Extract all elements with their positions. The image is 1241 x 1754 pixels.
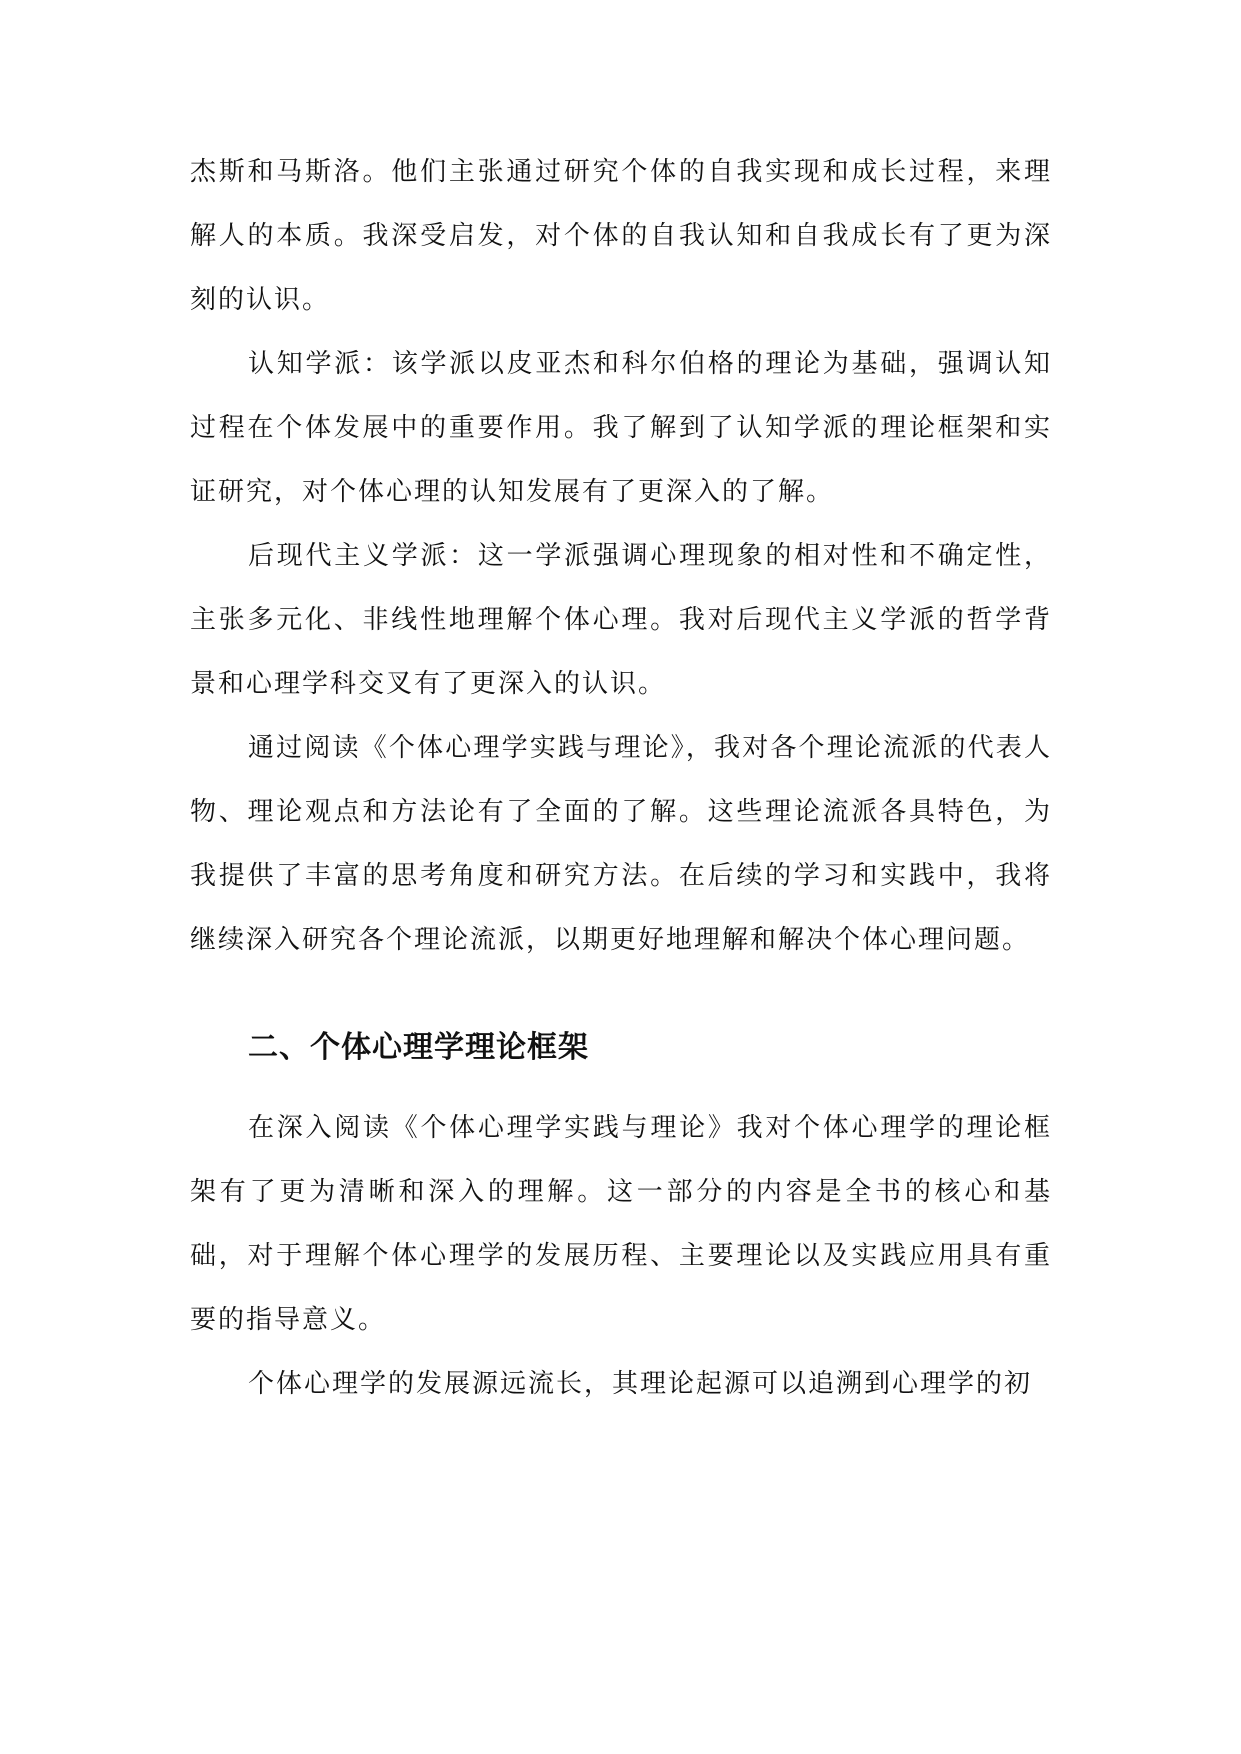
paragraph-summary: 通过阅读《个体心理学实践与理论》，我对各个理论流派的代表人物、理论观点和方法论有了全面的了解。这些理论流派各具特色，为我提供了丰富的思考角度和研究方法。在后续的学习和实践中，我将继续深入研究各个理论流派，以期更好地理解和解决个体心理问题。 xyxy=(190,733,1052,955)
paragraph-continuation: 杰斯和马斯洛。他们主张通过研究个体的自我实现和成长过程，来理解人的本质。我深受启发，对个体的自我认知和自我成长有了更为深刻的认识。 xyxy=(190,157,1052,315)
paragraph-framework-origin: 个体心理学的发展源远流长，其理论起源可以追溯到心理学的初 xyxy=(248,1369,1033,1399)
section-heading: 二、个体心理学理论框架 xyxy=(248,1030,589,1065)
paragraph-framework-intro: 在深入阅读《个体心理学实践与理论》我对个体心理学的理论框架有了更为清晰和深入的理解。这一部分的内容是全书的核心和基础，对于理解个体心理学的发展历程、主要理论以及实践应用具有重要的指导意义。 xyxy=(190,1113,1052,1335)
paragraph-postmodern-school: 后现代主义学派：这一学派强调心理现象的相对性和不确定性，主张多元化、非线性地理解个体心理。我对后现代主义学派的哲学背景和心理学科交叉有了更深入的认识。 xyxy=(190,541,1052,699)
page-content xyxy=(190,140,1052,1416)
paragraph-cognitive-school: 认知学派：该学派以皮亚杰和科尔伯格的理论为基础，强调认知过程在个体发展中的重要作用。我了解到了认知学派的理论框架和实证研究，对个体心理的认知发展有了更深入的了解。 xyxy=(190,349,1052,507)
